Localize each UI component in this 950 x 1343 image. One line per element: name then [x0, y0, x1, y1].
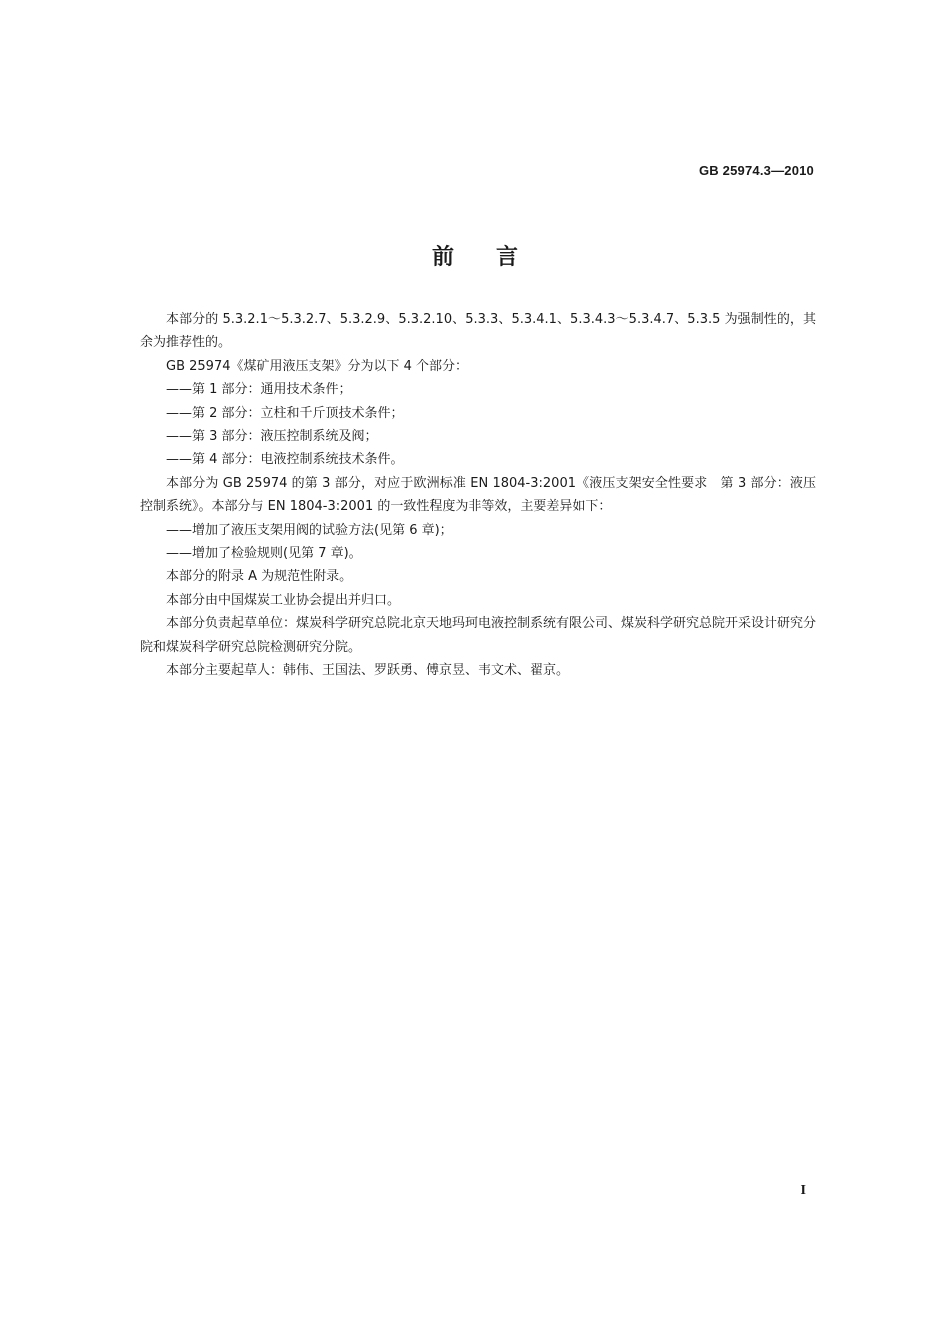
page-number: I — [800, 1183, 806, 1198]
list-item-part-3: ——第 3 部分：液压控制系统及阀； — [166, 429, 378, 445]
paragraph-drafters: 本部分主要起草人：韩伟、王国法、罗跃勇、傅京昱、韦文术、翟京。 — [166, 663, 570, 679]
page-title: 前言 — [431, 245, 560, 270]
paragraph-mandatory-clauses: 本部分的 5.3.2.1～5.3.2.7、5.3.2.9、5.3.2.10、5.3.3、5.3.4.1、5.3.4.3～5.3.4.7、5.3.5 为强制性的，其余为推荐性的。 — [140, 312, 816, 351]
document-code: GB 25974.3—2010 — [698, 163, 814, 178]
list-item-part-1: ——第 1 部分：通用技术条件； — [166, 382, 352, 398]
list-item-difference-2: ——增加了检验规则(见第 7 章)。 — [166, 546, 362, 562]
list-item-part-4: ——第 4 部分：电液控制系统技术条件。 — [166, 452, 404, 468]
paragraph-correspondence: 本部分为 GB 25974 的第 3 部分，对应于欧洲标准 EN 1804-3:2001《液压支架安全性要求 第 3 部分：液压控制系统》。本部分与 EN 1804-3:2001 的一致性程度为非等效，主要差异如下： — [140, 475, 816, 515]
paragraph-parts-intro: GB 25974《煤矿用液压支架》分为以下 4 个部分： — [166, 358, 469, 374]
foreword-body — [140, 308, 816, 683]
paragraph-annex: 本部分的附录 A 为规范性附录。 — [166, 569, 353, 585]
list-item-part-2: ——第 2 部分：立柱和千斤顶技术条件； — [166, 405, 404, 421]
paragraph-proposer: 本部分由中国煤炭工业协会提出并归口。 — [166, 592, 401, 608]
list-item-difference-1: ——增加了液压支架用阀的试验方法(见第 6 章)； — [166, 522, 453, 538]
paragraph-drafting-units: 本部分负责起草单位：煤炭科学研究总院北京天地玛珂电液控制系统有限公司、煤炭科学研究总院开采设计研究分院和煤炭科学研究总院检测研究分院。 — [140, 616, 817, 655]
